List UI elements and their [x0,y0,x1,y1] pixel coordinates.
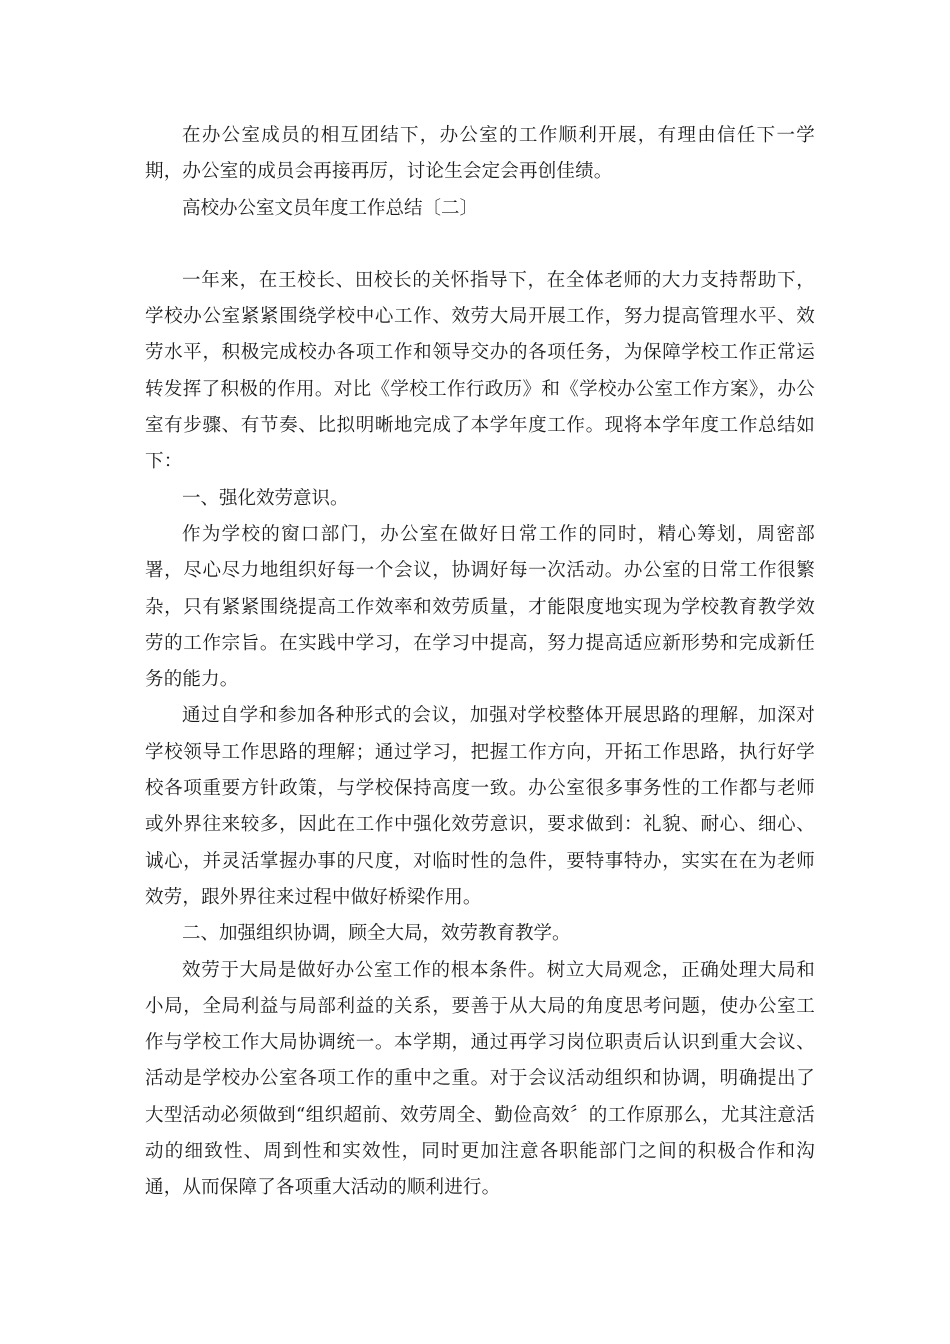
section-title: 高校办公室文员年度工作总结〔二〕 [182,197,479,219]
paragraph-4: 效劳于大局是做好办公室工作的根本条件。树立大局观念，正确处理大局和小局，全局利益与局部利益的关系，要善于从大局的角度思考问题，使办公室工作与学校工作大局协调统一。本学期，通过再学习岗位职责后认识到重大会议、活动是学校办公室各项工作的重中之重。对于会议活动组织和协调，明确提出了大型活动必须做到“组织超前、效劳周全、勤俭高效〞的工作原那么，尤其注意活动的细致性、周到性和实效性，同时更加注意各职能部门之间的积极合作和沟通，从而保障了各项重大活动的顺利进行。 [145,959,815,1199]
heading-1: 一、强化效劳意识。 [182,487,349,509]
blank-line [145,227,815,263]
document-page [145,118,815,1207]
paragraph-2: 作为学校的窗口部门，办公室在做好日常工作的同时，精心筹划，周密部署，尽心尽力地组织好每一个会议，协调好每一次活动。办公室的日常工作很繁杂，只有紧紧围绕提高工作效率和效劳质量，才能限度地实现为学校教育教学效劳的工作宗旨。在实践中学习，在学习中提高，努力提高适应新形势和完成新任务的能力。 [145,523,815,691]
paragraph-1: 一年来，在王校长、田校长的关怀指导下，在全体老师的大力支持帮助下，学校办公室紧紧围绕学校中心工作、效劳大局开展工作，努力提高管理水平、效劳水平，积极完成校办各项工作和领导交办的各项任务，为保障学校工作正常运转发挥了积极的作用。对比《学校工作行政历》和《学校办公室工作方案》，办公室有步骤、有节奏、比拟明晰地完成了本学年度工作。现将本学年度工作总结如下： [145,269,815,473]
intro-paragraph: 在办公室成员的相互团结下，办公室的工作顺利开展，有理由信任下一学期，办公室的成员会再接再厉，讨论生会定会再创佳绩。 [145,125,815,183]
heading-2: 二、加强组织协调，顾全大局，效劳教育教学。 [182,923,571,945]
paragraph-3: 通过自学和参加各种形式的会议，加强对学校整体开展思路的理解，加深对学校领导工作思路的理解；通过学习，把握工作方向，开拓工作思路，执行好学校各项重要方针政策，与学校保持高度一致。办公室很多事务性的工作都与老师或外界往来较多，因此在工作中强化效劳意识，要求做到：礼貌、耐心、细心、诚心，并灵活掌握办事的尺度，对临时性的急件，要特事特办，实实在在为老师效劳，跟外界往来过程中做好桥梁作用。 [145,705,815,908]
